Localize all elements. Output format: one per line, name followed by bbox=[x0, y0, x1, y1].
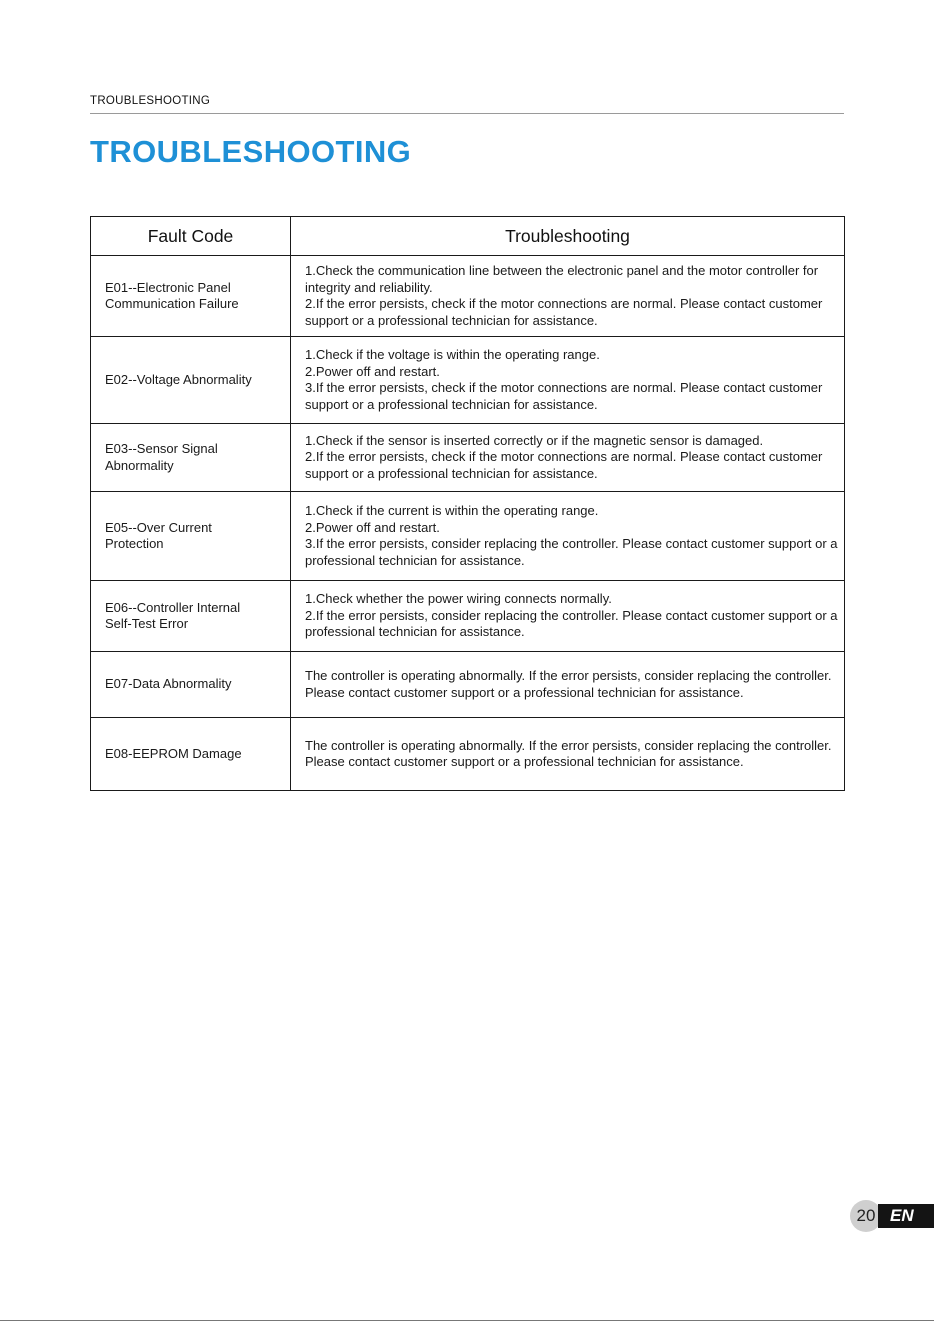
troubleshooting-step: 2.If the error persists, check if the motor connections are normal. Please contact customer support or a professional technician for assistance. bbox=[305, 449, 823, 481]
running-header: TROUBLESHOOTING bbox=[90, 95, 211, 107]
fault-code-line: Protection bbox=[105, 536, 164, 551]
fault-code-column-header: Fault Code bbox=[91, 217, 291, 256]
page-number-badge: 20 bbox=[850, 1200, 882, 1232]
language-badge: EN bbox=[878, 1204, 934, 1228]
table-row bbox=[91, 581, 845, 652]
troubleshooting-step: The controller is operating abnormally. If the error persists, consider replacing the controller. Please contact customer support or a professional technician for assistance. bbox=[305, 668, 832, 700]
table-row bbox=[91, 652, 845, 718]
table-row bbox=[91, 256, 845, 337]
fault-code-cell bbox=[91, 652, 291, 718]
fault-code-line: E02--Voltage Abnormality bbox=[105, 371, 252, 387]
troubleshooting-step: 1.Check if the current is within the operating range. bbox=[305, 503, 599, 518]
fault-code-table bbox=[90, 216, 845, 791]
fault-code-line: E07-Data Abnormality bbox=[105, 676, 232, 692]
troubleshooting-step: 1.Check if the voltage is within the operating range. bbox=[305, 347, 600, 362]
troubleshooting-step: 2.Power off and restart. bbox=[305, 363, 440, 379]
fault-code-cell bbox=[91, 424, 291, 492]
troubleshooting-step: 2.If the error persists, consider replacing the controller. Please contact customer support or a professional technician for assistance. bbox=[305, 607, 838, 640]
bottom-divider bbox=[0, 1320, 934, 1321]
fault-code-line: E01--Electronic Panel bbox=[105, 279, 231, 295]
fault-code-cell bbox=[91, 492, 291, 581]
troubleshooting-cell bbox=[291, 337, 845, 424]
fault-code-line: Abnormality bbox=[105, 457, 174, 473]
troubleshooting-step: 1.Check if the sensor is inserted correctly or if the magnetic sensor is damaged. bbox=[305, 432, 764, 448]
troubleshooting-step: 1.Check whether the power wiring connects normally. bbox=[305, 591, 612, 607]
troubleshooting-step: 2.If the error persists, check if the motor connections are normal. Please contact customer support or a professional technician for assistance. bbox=[305, 296, 823, 328]
troubleshooting-step: The controller is operating abnormally. If the error persists, consider replacing the controller. Please contact customer support or a professional technician for assistance. bbox=[305, 737, 832, 769]
fault-code-cell bbox=[91, 256, 291, 337]
page-title: TROUBLESHOOTING bbox=[90, 134, 412, 169]
fault-code-line: E06--Controller Internal bbox=[105, 599, 241, 615]
troubleshooting-step: 1.Check the communication line between the electronic panel and the motor controller for integrity and reliability. bbox=[305, 263, 819, 295]
troubleshooting-cell bbox=[291, 424, 845, 492]
troubleshooting-step: 3.If the error persists, check if the motor connections are normal. Please contact customer support or a professional technician for assistance. bbox=[305, 380, 823, 412]
fault-code-line: E05--Over Current bbox=[105, 519, 212, 535]
fault-code-cell bbox=[91, 581, 291, 652]
table-row bbox=[91, 492, 845, 581]
fault-code-cell bbox=[91, 718, 291, 791]
fault-code-line: Communication Failure bbox=[105, 296, 239, 311]
fault-code-cell bbox=[91, 337, 291, 424]
troubleshooting-cell bbox=[291, 652, 845, 718]
table-row bbox=[91, 424, 845, 492]
troubleshooting-cell bbox=[291, 581, 845, 652]
fault-code-line: E08-EEPROM Damage bbox=[105, 745, 242, 761]
troubleshooting-cell bbox=[291, 492, 845, 581]
troubleshooting-column-header: Troubleshooting bbox=[291, 217, 845, 256]
troubleshooting-step: 2.Power off and restart. bbox=[305, 519, 440, 535]
table-row bbox=[91, 337, 845, 424]
troubleshooting-cell bbox=[291, 718, 845, 791]
table-header-row bbox=[91, 217, 845, 256]
header-divider bbox=[90, 113, 844, 114]
fault-code-line: Self-Test Error bbox=[105, 616, 189, 631]
troubleshooting-step: 3.If the error persists, consider replacing the controller. Please contact customer support or a professional technician for assistance. bbox=[305, 536, 838, 568]
fault-code-line: E03--Sensor Signal bbox=[105, 441, 218, 456]
table-row bbox=[91, 718, 845, 791]
troubleshooting-cell bbox=[291, 256, 845, 337]
